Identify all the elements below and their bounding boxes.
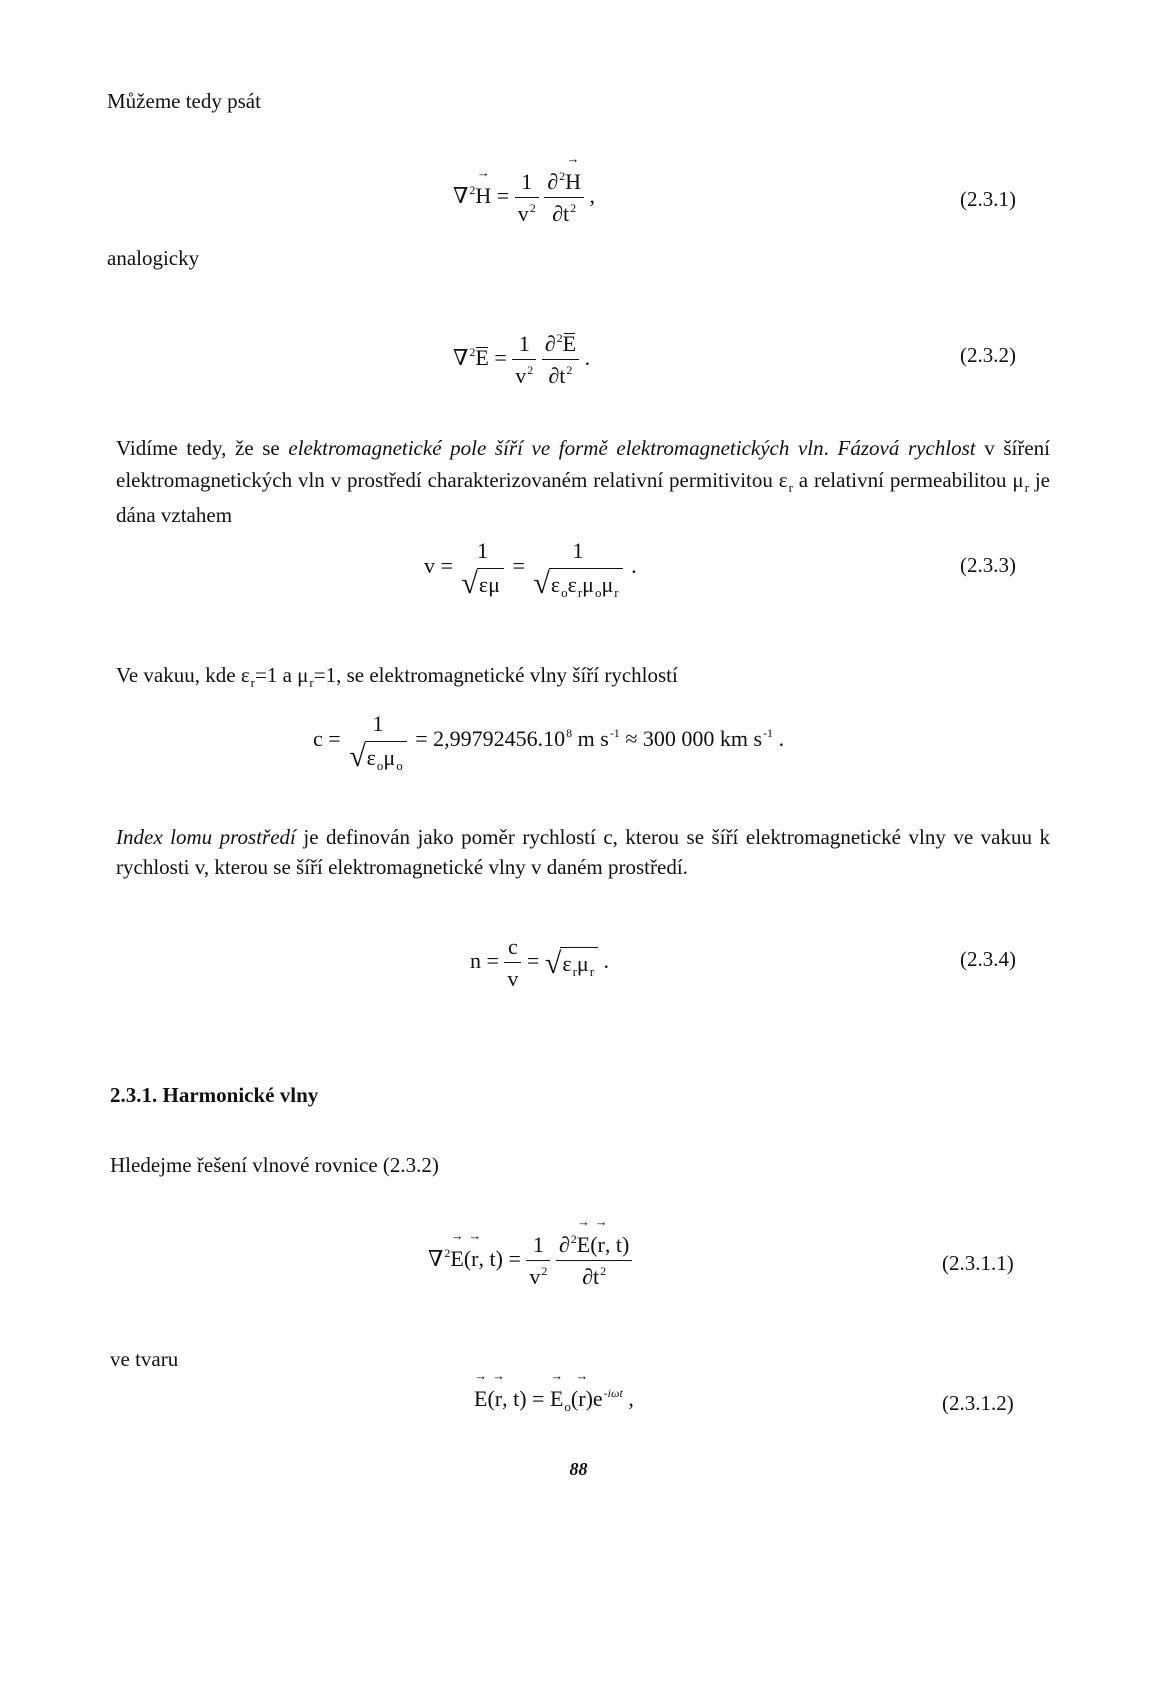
equation-2-3-2: ∇$^2$E = $\frac{1}{v^2}$ $\frac{\partial^2E}{\partial t^2}$ . — [453, 330, 590, 390]
intro-text: Můžeme tedy psát — [107, 89, 261, 113]
equation-number: (2.3.3) — [960, 553, 1016, 577]
nabla-symbol: ∇ — [453, 183, 469, 209]
equation-2-3-1-2: → E(→ r, t) = → $E_o(\to r)e^{-i\omega t}$ , — [474, 1385, 634, 1414]
fraction-partial: $\frac{\partial^2\to H}{\partial t^2}$ — [544, 168, 584, 228]
paragraph-refractive-index: Index lomu prostředí je definován jako poměr rychlostí c, kterou se šíří elektromagnetické vlny ve vakuu k rychlosti v, kterou se šíří elektromagnetické vlny v daném prostředí. — [116, 825, 1050, 879]
fraction: $\frac{1}{v^2}$ — [515, 168, 539, 228]
equation-2-3-1: ∇$^2$→ H = $\frac{1}{v^2}$ $\frac{\partial^2\to H}{\partial t^2}$ , — [453, 168, 595, 228]
equation-2-3-4: n = $\frac{c}{v}$ = √ $\varepsilon_r\mu_r$ . — [470, 933, 609, 993]
equation-number: (2.3.4) — [960, 947, 1016, 971]
page-number: 88 — [569, 1459, 588, 1479]
analog-text: analogicky — [107, 246, 200, 270]
equation-number: (2.3.1) — [960, 187, 1016, 211]
equation-number: (2.3.2) — [960, 343, 1016, 367]
vector-e: E — [475, 344, 488, 373]
equation-2-3-3: v = 1 √ εμ = 1 √ $\varepsilon_o\varepsilon_r\mu_o\mu_r$ . — [424, 538, 637, 601]
equation-2-3-1-1: ∇$^2$→ E(→ r, t) = $\frac{1}{v^2}$ $\frac{\partial^2\to E(\to r, t)}{\partial t^2}$ — [428, 1231, 632, 1291]
equation-number: (2.3.1.1) — [942, 1251, 1014, 1275]
paragraph-phase-velocity: Vidíme tedy, že se elektromagnetické pole šíří ve formě elektromagnetických vln. Fázová rychlost v šíření elektromagnetických vln v prostředí charakterizovaném relativní permitivitou $\varepsilon_r$ a relativní permeabilitou $\mu_r$ je dána vztahem — [116, 436, 1051, 527]
equation-number: (2.3.1.2) — [942, 1391, 1014, 1415]
equation-speed-of-light: c = 1 √ $\varepsilon_o\mu_o$ = $2,99792456.10^8$ m $s^{-1} \approx 300$ 000 km $s^{-1}$ . — [313, 711, 785, 774]
seek-solution-text: Hledejme řešení vlnové rovnice (2.3.2) — [110, 1153, 439, 1177]
paragraph-vacuum: Ve vakuu, kde $\varepsilon_r=1$ a $\mu_r=1$, se elektromagnetické vlny šíří rychlostí — [116, 663, 678, 690]
vector-h: → H — [475, 182, 491, 211]
form-text: ve tvaru — [110, 1347, 179, 1371]
section-heading: 2.3.1. Harmonické vlny — [110, 1083, 319, 1107]
